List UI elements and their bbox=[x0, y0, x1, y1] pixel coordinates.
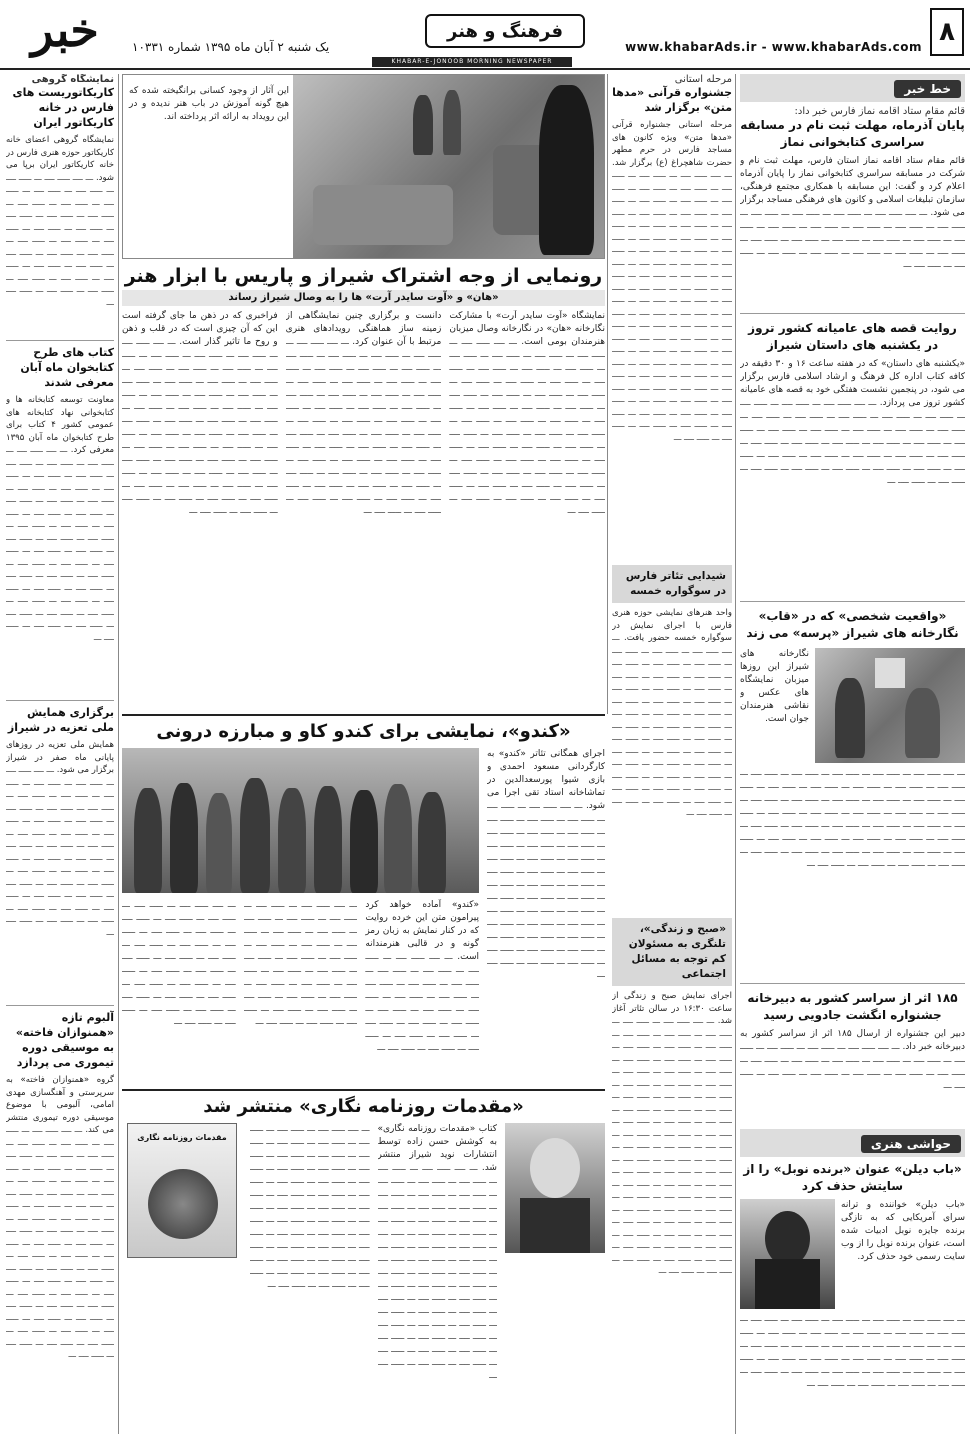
article-title: کاریکاتوریست های فارس در خانه کاریکاتور ایران bbox=[12, 86, 114, 129]
article-column bbox=[487, 748, 605, 1083]
globe-icon bbox=[148, 1169, 218, 1239]
article-text-continuation: ـــ ــــ ـــــ ــــ ـــ ـــــ ــــ ـــ ـــــ ــــ ـــ ـــــ ــــ ـــ ـــــ ــــ ـــ ـــــ ــــ ـــ ـــــ ــــ ـــ ـــــ ــــ ـــ ـــــ ــــ ـــ ـــــ ــــ ـــ ـــــ ــــ ـــ ـــــ ــــ ـــ ـــــ ــــ ـــ ـــــ ــــ ـــ ـــــ ــــ ـــ ـــــ ــــ ـــ ـــــ ــــ ـــ ـــــ ــــ ـــ ـــــ ــــ ـــ ـــــ ــــ ـــ ـــــ ــــ ـــ ـــــ ــــ ـــ ـــــ ــــ ـــ ـــــ ــــ ـــ ـــــ ــــ ـــ ـــــ ــــ ـــ ـــــ ــــ ـــ ـــــ ــــ ـــ ـــــ ــــ ـــ ـــــ ــــ ـــ ـــــ ــــ ـــ ـــــ ــــ ـــ ـــــ ــــ ـــ bbox=[6, 765, 114, 938]
site-url[interactable]: www.khabarAds.ir - www.khabarAds.com bbox=[625, 40, 922, 54]
article-text-continuation: ـــ ــــ ـــــ ــــ ـــ ـــــ ــــ ـــ ـــــ ــــ ـــ ـــــ ــــ ـــ ـــــ ــــ ـــ ـــــ ــــ ـــ ـــــ ــــ ـــ ـــــ ــــ ـــ ـــــ ــــ ـــ ـــــ ــــ ـــ ـــــ ــــ ـــ ـــــ ــــ ـــ ـــــ ــــ ـــ ـــــ ــــ ـــ ـــــ ــــ ـــ ـــــ ــــ ـــ ـــــ ــــ ـــ ـــــ ــــ ـــ ـــــ ــــ ـــ ـــــ ــــ ـــ ـــــ ــــ ـــ ـــــ ــــ ـــ bbox=[740, 208, 965, 270]
art-sidelines-header bbox=[740, 1129, 965, 1157]
header-strip: KHABAR-E-JONOOB MORNING NEWSPAPER bbox=[372, 57, 572, 67]
art-sidelines-label: حواشی هنری bbox=[861, 1135, 961, 1153]
article-text-continuation: ـــ ــــ ـــــ ــــ ـــ ـــــ ــــ ـــ ـــــ ــــ ـــ ـــــ ــــ ـــ ـــــ ــــ ـــ ـــــ ــــ ـــ ـــــ ــــ ـــ ـــــ ــــ ـــ ـــــ ــــ ـــ ـــــ ــــ ـــ ـــــ ــــ ـــ ـــــ ــــ ـــ ـــــ ــــ ـــ ـــــ ــــ ـــ ـــــ ــــ ـــ ـــــ ــــ ـــ ـــــ ــــ ـــ ـــــ ــــ ـــ ـــــ ــــ ـــ ـــــ ــــ ـــ ـــــ ــــ ـــ ـــــ ــــ ـــ ـــــ ــــ ـــ ـــــ ــــ ـــ ـــــ ــــ ـــ ـــــ ــــ ـــ ـــــ ــــ ـــ ـــــ ــــ ـــ ـــــ ــــ ـــ ـــــ ــــ ـــ ـــــ ــــ ـــ ـــــ ــــ ـــ ـــــ ــــ ـــ ـــــ ــــ ـــ ـــــ ــــ ـــ ـــــ ــــ ـــ ـــــ ــــ ـــ ـــــ ــــ ـــ ـــــ ــــ ـــ ـــــ ــــ ـــ ـــــ ــــ ـــ ـــــ ــــ ـــ ـــــ ــــ ـــ ـــــ ــــ ـــ ـــــ ــــ ـــ ـــــ ــــ ـــ bbox=[449, 337, 605, 516]
article-text-continuation: ـــ ــــ ـــــ ــــ ـــ ـــــ ــــ ـــ ـــــ ــــ ـــ ـــــ ــــ ـــ ـــــ ــــ ـــ ـــــ ــــ ـــ ـــــ ــــ ـــ ـــــ ــــ ـــ ـــــ ــــ ـــ ـــــ ــــ ـــ ـــــ ــــ ـــ ـــــ ــــ ـــ ـــــ ــــ ـــ ـــــ ــــ ـــ ـــــ ــــ ـــ ـــــ ــــ ـــ ـــــ ــــ ـــ ـــــ ــــ ـــ ـــــ ــــ ـــ ـــــ ــــ ـــ ـــــ ــــ ـــ ـــــ ــــ ـــ ـــــ ــــ ـــ ـــــ ــــ ـــ ـــــ ــــ ـــ ـــــ ــــ ـــ ـــــ ــــ ـــ ـــــ ــــ ـــ ـــــ ــــ ـــ ـــــ ــــ ـــ ـــــ ــــ ـــ ـــــ ــــ ـــ ـــــ ــــ ـــ ـــــ ــــ ـــ ـــــ ــــ ـــ ـــــ ــــ ـــ ـــــ ــــ ـــ ـــــ ــــ ـــ ـــــ ــــ ـــ ـــــ ــــ ـــ bbox=[612, 633, 732, 818]
article-text: «باب دیلن» خواننده و ترانه سرای آمریکایی که به تازگی برنده جایزه نوبل ادبیات شده است، عنوان برنده نوبل را از وب سایت رسمی خود حذف کرد. bbox=[841, 1200, 965, 1262]
news-line-header bbox=[740, 74, 965, 102]
page-header bbox=[0, 0, 970, 70]
main-content bbox=[122, 74, 605, 1434]
right-column bbox=[740, 74, 965, 1434]
article-body bbox=[740, 358, 965, 593]
article-text-continuation: ـــ ــــ ـــــ ــــ ـــ ـــــ ــــ ـــ ـــــ ــــ ـــ ـــــ ــــ ـــ ـــــ ــــ ـــ ـــــ ــــ ـــ ـــــ ــــ ـــ ـــــ ــــ ـــ ـــــ ــــ ـــ ـــــ ــــ ـــ ـــــ ــــ ـــ ـــــ ــــ ـــ ـــــ ــــ ـــ ـــــ ــــ ـــ ـــــ ــــ ـــ bbox=[740, 1042, 965, 1091]
article-text: همایش ملی تعزیه در روزهای پایانی ماه صفر در شیراز برگزار می شود. bbox=[6, 740, 114, 775]
article-text: واحد هنرهای نمایشی حوزه هنری فارس با اجرای نمایش در سوگواره خمسه حضور یافت. bbox=[612, 608, 732, 643]
gallery-photo bbox=[293, 75, 604, 258]
article-text: نمایشگاه «آوت سایدر آرت» با مشارکت نگارخانه «هان» در نگارخانه وصال میزبان هنرمندان بومی است. bbox=[449, 311, 605, 347]
article-title: آلبوم تازه «همنوازان فاخته» به موسیقی دوره تیموری می پردازد bbox=[6, 1005, 114, 1070]
article-text: نگارخانه های شیراز این روزها میزبان نمایشگاه های عکس و نقاشی هنرمندان جوان است. bbox=[740, 649, 809, 724]
article-text: کتاب «مقدمات روزنامه نگاری» به کوشش حسن زاده توسط انتشارات نوید شیراز منتشر شد. bbox=[377, 1124, 497, 1173]
article-text-continuation: ـــ ــــ ـــــ ــــ ـــ ـــــ ــــ ـــ ـــــ ــــ ـــ ـــــ ــــ ـــ ـــــ ــــ ـــ ـــــ ــــ ـــ ـــــ ــــ ـــ ـــــ ــــ ـــ ـــــ ــــ ـــ ـــــ ــــ ـــ ـــــ ــــ ـــ ـــــ ــــ ـــ ـــــ ــــ ـــ ـــــ ــــ ـــ ـــــ ــــ ـــ ـــــ ــــ ـــ ـــــ ــــ ـــ ـــــ ــــ ـــ ـــــ ــــ ـــ ـــــ ــــ ـــ ـــــ ــــ ـــ ـــــ ــــ ـــ ـــــ ــــ ـــ ـــــ ــــ ـــ ـــــ ــــ ـــ ـــــ ــــ ـــ ـــــ ــــ ـــ ـــــ ــــ ـــ ـــــ ــــ ـــ ـــــ ــــ ـــ ـــــ ــــ ـــ ـــــ ــــ ـــ ـــــ ــــ ـــ ـــــ ــــ ـــ ـــــ ــــ ـــ ـــــ ــــ ـــ ـــــ ــــ ـــ ـــــ ــــ ـــ ـــــ ــــ ـــ ـــــ ــــ ـــ ـــــ ــــ ـــ ـــــ ــــ ـــ ـــــ ــــ ـــ ـــــ ــــ ـــ ـــــ ــــ ـــ ـــــ ــــ ـــ ـــــ ــــ ـــ ـــــ ــــ ـــ bbox=[6, 1125, 114, 1360]
article-column bbox=[122, 310, 278, 660]
article-title: «صبح و زندگی»، تلنگری به مسئولان کم توجه به مسائل اجتماعی bbox=[612, 918, 732, 986]
article-text-continuation: ـــ ــــ ـــــ ــــ ـــ ـــــ ــــ ـــ ـــــ ــــ ـــ ـــــ ــــ ـــ ـــــ ــــ ـــ ـــــ ــــ ـــ ـــــ ــــ ـــ ـــــ ــــ ـــ ـــــ ــــ ـــ ـــــ ــــ ـــ ـــــ ــــ ـــ ـــــ ــــ ـــ ـــــ ــــ ـــ ـــــ ــــ ـــ ـــــ ــــ ـــ ـــــ ــــ ـــ ـــــ ــــ ـــ ـــــ ــــ ـــ ـــــ ــــ ـــ ـــــ ــــ ـــ ـــــ ــــ ـــ ـــــ ــــ ـــ ـــــ ــــ ـــ ـــــ ــــ ـــ ـــــ ــــ ـــ ـــــ ــــ ـــ ـــــ ــــ ـــ ـــــ ــــ ـــ ـــــ ــــ ـــ ـــــ ــــ ـــ ـــــ ــــ ـــ ـــــ ــــ ـــ ـــــ ــــ ـــ ـــــ ــــ ـــ ـــــ ــــ ـــ ـــــ ــــ ـــ ـــــ ــــ ـــ ـــــ ــــ ـــ ـــــ ــــ ـــ ـــــ ــــ ـــ ـــــ ــــ ـــ ـــــ ــــ ـــ ـــــ ــــ ـــ ـــــ ــــ ـــ ـــــ ــــ ـــ ـــــ ــــ ـــ ـــــ ــــ ـــ bbox=[377, 1163, 497, 1381]
section-title: فرهنگ و هنر bbox=[425, 14, 585, 48]
article-text: معاونت توسعه کتابخانه ها و کتابخوانی نهاد کتابخانه های عمومی کشور ۴ کتاب برای طرح کتابخوان ماه آبان ۱۳۹۵ معرفی کرد. bbox=[6, 395, 114, 455]
gallery-photo bbox=[815, 648, 965, 763]
exhibition-photo bbox=[122, 74, 605, 259]
article-text-continuation: ـــ ــــ ـــــ ــــ ـــ ـــــ ــــ ـــ ـــــ ــــ ـــ ـــــ ــــ ـــ ـــــ ــــ ـــ ـــــ ــــ ـــ ـــــ ــــ ـــ ـــــ ــــ ـــ ـــــ ــــ ـــ ـــــ ــــ ـــ ـــــ ــــ ـــ ـــــ ــــ ـــ ـــــ ــــ ـــ ـــــ ــــ ـــ ـــــ ــــ ـــ ـــــ ــــ ـــ ـــــ ــــ ـــ ـــــ ــــ ـــ ـــــ ــــ ـــ ـــــ ــــ ـــ ـــــ ــــ ـــ ـــــ ــــ ـــ ـــــ ــــ ـــ ـــــ ــــ ـــ ـــــ ــــ ـــ ـــــ ــــ ـــ ـــــ ــــ ـــ ـــــ ــــ ـــ ـــــ ــــ ـــ ـــــ ــــ ـــ ـــــ ــــ ـــ ـــــ ــــ ـــ ـــــ ــــ ـــ ـــــ ــــ ـــ ـــــ ــــ ـــ ـــــ ــــ ـــ ـــــ ــــ ـــ ـــــ ــــ ـــ ـــــ ــــ ـــ ـــــ ــــ ـــ ـــــ ــــ ـــ ـــــ ــــ ـــ ـــــ ــــ ـــ ـــــ ــــ ـــ ـــــ ــــ ـــ ـــــ ــــ ـــ ـــــ ــــ ـــ ـــــ ــــ ـــ ـــــ ــــ ـــ ـــــ ــــ ـــ ـــــ ــــ ـــ ـــــ ــــ ـــ ـــــ ــــ ـــ ـــــ ــــ ـــ ـــــ ــــ ـــ ـــــ ــــ ـــ ـــــ ــــ ـــ ـــــ ــــ ـــ ـــــ ــــ ـــ ـــــ ــــ ـــ ـــــ ــــ ـــ bbox=[612, 1016, 732, 1276]
column-divider bbox=[118, 74, 119, 1434]
article-column bbox=[449, 310, 605, 660]
article-title: جشنواره قرآنی «مدها متن» برگزار شد bbox=[612, 86, 732, 114]
article-title: برگزاری همایش ملی تعزیه در شیراز bbox=[6, 700, 114, 735]
article-text-continuation: ـــ ــــ ـــــ ــــ ـــ ـــــ ــــ ـــ ـــــ ــــ ـــ ـــــ ــــ ـــ ـــــ ــــ ـــ ـــــ ــــ ـــ ـــــ ــــ ـــ ـــــ ــــ ـــ ـــــ ــــ ـــ ـــــ ــــ ـــ ـــــ ــــ ـــ ـــــ ــــ ـــ ـــــ ــــ ـــ ـــــ ــــ ـــ ـــــ ــــ ـــ ـــــ ــــ ـــ ـــــ ــــ ـــ ـــــ ــــ ـــ ـــــ ــــ ـــ ـــــ ــــ ـــ ـــــ ــــ ـــ ـــــ ــــ ـــ ـــــ ــــ ـــ ـــــ ــــ ـــ ـــــ ــــ ـــ ـــــ ــــ ـــ ـــــ ــــ ـــ ـــــ ــــ ـــ ـــــ ــــ ـــ ـــــ ــــ ـــ ـــــ ــــ ـــ ـــــ ــــ ـــ ـــــ ــــ ـــ ـــــ ــــ ـــ ـــــ ــــ ـــ ـــــ ــــ ـــ ـــــ ــــ ـــ ـــــ ــــ ـــ ـــــ ــــ ـــ ـــــ ــــ ـــ ـــــ ــــ ـــ ـــــ ــــ ـــ ـــــ ــــ ـــ ـــــ ــــ ـــ ـــــ ــــ ـــ ـــــ ــــ ـــ ـــــ ــــ ـــ bbox=[285, 337, 442, 516]
book-title: مقدمات روزنامه نگاری bbox=[137, 1133, 227, 1142]
page-number: ۸ bbox=[930, 8, 964, 56]
article-columns bbox=[122, 1123, 605, 1434]
article-text: فراخبری که در ذهن ما جای گرفته است این که آن چیزی است که در قلب و ذهن و روح ما تاثیر گذار است. bbox=[122, 311, 278, 347]
article-body bbox=[612, 119, 732, 559]
article-kicker: قائم مقام ستاد اقامه نماز فارس خبر داد: bbox=[794, 106, 965, 117]
photo-caption: این آثار از وجود کسانی برانگیخته شده که هیچ گونه آموزش در باب هنر ندیده و در این رویداد به ارائه اثر پرداخته اند. bbox=[129, 86, 289, 122]
article-title: پایان آذرماه، مهلت ثبت نام در مسابقه سراسری کتابخوانی نماز bbox=[740, 118, 965, 149]
article-body bbox=[740, 155, 965, 305]
article-text: دانست و برگزاری چنین نمایشگاهی از زمینه ساز هماهنگی رویدادهای هنری مرتبط با آن عنوان کرد. bbox=[285, 311, 442, 347]
article-body bbox=[6, 1074, 114, 1434]
article-row bbox=[740, 1199, 965, 1309]
kandoo-media bbox=[122, 748, 479, 1083]
article-column bbox=[378, 1123, 498, 1434]
author-photo bbox=[505, 1123, 605, 1253]
article-text-continuation: ـــ ــــ ـــــ ــــ ـــ ـــــ ــــ ـــ ـــــ ــــ ـــ ـــــ ــــ ـــ ـــــ ــــ ـــ ـــــ ــــ ـــ ـــــ ــــ ـــ ـــــ ــــ ـــ ـــــ ــــ ـــ ـــــ ــــ ـــ ـــــ ــــ ـــ ـــــ ــــ ـــ ـــــ ــــ ـــ ـــــ ــــ ـــ ـــــ ــــ ـــ ـــــ ــــ ـــ ـــــ ــــ ـــ ـــــ ــــ ـــ ـــــ ــــ ـــ ـــــ ــــ ـــ ـــــ ــــ ـــ ـــــ ــــ ـــ ـــــ ــــ ـــ ـــــ ــــ ـــ ـــــ ــــ ـــ ـــــ ــــ ـــ ـــــ ــــ ـــ ـــــ ــــ ـــ ـــــ ــــ ـــ ـــــ ــــ ـــ ـــــ ــــ ـــ bbox=[740, 1314, 965, 1389]
article-column bbox=[365, 899, 479, 1083]
article-body bbox=[6, 394, 114, 694]
article-body bbox=[740, 648, 809, 763]
article-text: اجرای نمایش صبح و زندگی از ساعت ۱۶:۳۰ در سالن تئاتر آغاز شد. bbox=[612, 991, 732, 1026]
newspaper-logo: خبر bbox=[31, 3, 99, 57]
article-body bbox=[6, 739, 114, 999]
bob-dylan-photo bbox=[740, 1199, 835, 1309]
article-text-continuation: ـــ ــــ ـــــ ــــ ـــ ـــــ ــــ ـــ ـــــ ــــ ـــ ـــــ ــــ ـــ ـــــ ــــ ـــ ـــــ ــــ ـــ ـــــ ــــ ـــ ـــــ ــــ ـــ ـــــ ــــ ـــ ـــــ ــــ ـــ ـــــ ــــ ـــ ـــــ ــــ ـــ ـــــ ــــ ـــ ـــــ ــــ ـــ ـــــ ــــ ـــ ـــــ ــــ ـــ ـــــ ــــ ـــ ـــــ ــــ ـــ ـــــ ــــ ـــ ـــــ ــــ ـــ ـــــ ــــ ـــ ـــــ ــــ ـــ ـــــ ــــ ـــ ـــــ ــــ ـــ ـــــ ــــ ـــ ـــــ ــــ ـــ ـــــ ــــ ـــ ـــــ ــــ ـــ ـــــ ــــ ـــ ـــــ ــــ ـــ ـــــ ــــ ـــ ـــــ ــــ ـــ bbox=[740, 398, 965, 486]
article-body bbox=[6, 134, 114, 334]
article-headline: «مقدمات روزنامه نگاری» منتشر شد bbox=[203, 1096, 524, 1117]
article-text: گروه «همنوازان فاخته» به سرپرستی و آهنگسازی مهدی امامی، آلبومی با موضوع موسیقی دوره تیموری منتشر می کند. bbox=[6, 1075, 114, 1135]
article-columns bbox=[122, 748, 605, 1083]
article-body bbox=[612, 990, 732, 1434]
book-cover-image bbox=[127, 1123, 237, 1258]
article-text-continuation: ـــ ــــ ـــــ ــــ ـــ ـــــ ــــ ـــ ـــــ ــــ ـــ ـــــ ــــ ـــ ـــــ ــــ ـــ ـــــ ــــ ـــ ـــــ ــــ ـــ ـــــ ــــ ـــ ـــــ ــــ ـــ ـــــ ــــ ـــ ـــــ ــــ ـــ ـــــ ــــ ـــ ـــــ ــــ ـــ ـــــ ــــ ـــ ـــــ ــــ ـــ ـــــ ــــ ـــ ـــــ ــــ ـــ ـــــ ــــ ـــ ـــــ ــــ ـــ ـــــ ــــ ـــ ـــــ ــــ ـــ ـــــ ــــ ـــ ـــــ ــــ ـــ ـــــ ــــ ـــ ـــــ ــــ ـــ bbox=[122, 900, 236, 1027]
article-text: نمایشگاه گروهی اعضای خانه کاریکاتور حوزه هنری فارس در خانه کاریکاتور ایران برپا می شود. bbox=[6, 135, 114, 183]
article-text: دبیر این جشنواره از ارسال ۱۸۵ اثر از سراسر کشور به دبیرخانه خبر داد. bbox=[740, 1029, 965, 1052]
article-column bbox=[286, 310, 442, 660]
kandoo-article bbox=[122, 714, 605, 1083]
article-text-continuation: ـــ ــــ ـــــ ــــ ـــ ـــــ ــــ ـــ ـــــ ــــ ـــ ـــــ ــــ ـــ ـــــ ــــ ـــ ـــــ ــــ ـــ ـــــ ــــ ـــ ـــــ ــــ ـــ ـــــ ــــ ـــ ـــــ ــــ ـــ ـــــ ــــ ـــ ـــــ ــــ ـــ ـــــ ــــ ـــ ـــــ ــــ ـــ ـــــ ــــ ـــ ـــــ ــــ ـــ ـــــ ــــ ـــ ـــــ ــــ ـــ ـــــ ــــ ـــ ـــــ ــــ ـــ ـــــ ــــ ـــ ـــــ ــــ ـــ ـــــ ــــ ـــ ـــــ ــــ ـــ ـــــ ــــ ـــ ـــــ ــــ ـــ bbox=[243, 900, 358, 1027]
cast-photo bbox=[122, 748, 479, 893]
article-columns bbox=[122, 310, 605, 660]
article-headline: رونمایی از وجه اشتراک شیراز و پاریس با ابزار هنر bbox=[124, 265, 603, 287]
article-text-continuation: ـــ ــــ ـــــ ــــ ـــ ـــــ ــــ ـــ ـــــ ــــ ـــ ـــــ ــــ ـــ ـــــ ــــ ـــ ـــــ ــــ ـــ ـــــ ــــ ـــ ـــــ ــــ ـــ ـــــ ــــ ـــ ـــــ ــــ ـــ ـــــ ــــ ـــ ـــــ ــــ ـــ ـــــ ــــ ـــ ـــــ ــــ ـــ ـــــ ــــ ـــ ـــــ ــــ ـــ ـــــ ــــ ـــ ـــــ ــــ ـــ ـــــ ــــ ـــ ـــــ ــــ ـــ ـــــ ــــ ـــ ـــــ ــــ ـــ ـــــ ــــ ـــ ـــــ ــــ ـــ ـــــ ــــ ـــ ـــــ ــــ ـــ ـــــ ــــ ـــ ـــــ ــــ ـــ ـــــ ــــ ـــ ـــــ ــــ ـــ ـــــ ــــ ـــ ـــــ ــــ ـــ ـــــ ــــ ـــ ـــــ ــــ ـــ ـــــ ــــ ـــ ـــــ ــــ ـــ ـــــ ــــ ـــ ـــــ ــــ ـــ ـــــ ــــ ـــ bbox=[6, 445, 114, 643]
column-divider bbox=[607, 74, 608, 714]
book-cover bbox=[122, 1123, 242, 1434]
article-text-continuation: ـــ ــــ ـــــ ــــ ـــ ـــــ ــــ ـــ ـــــ ــــ ـــ ـــــ ــــ ـــ ـــــ ــــ ـــ ـــــ ــــ ـــ ـــــ ــــ ـــ ـــــ ــــ ـــ ـــــ ــــ ـــ ـــــ ــــ ـــ ـــــ ــــ ـــ ـــــ ــــ ـــ ـــــ ــــ ـــ ـــــ ــــ ـــ ـــــ ــــ ـــ ـــــ ــــ ـــ ـــــ ــــ ـــ ـــــ ــــ ـــ ـــــ ــــ ـــ ـــــ ــــ ـــ ـــــ ــــ ـــ ـــــ ــــ ـــ ـــــ ــــ ـــ ـــــ ــــ ـــ ـــــ ــــ ـــ ـــــ ــــ ـــ ـــــ ــــ ـــ ـــــ ــــ ـــ ـــــ ــــ ـــ ـــــ ــــ ـــ ـــــ ــــ ـــ ـــــ ــــ ـــ ـــــ ــــ ـــ ـــــ ــــ ـــ ـــــ ــــ ـــ ـــــ ــــ ـــ ـــــ ــــ ـــ ـــــ ــــ ـــ ـــــ ــــ ـــ ـــــ ــــ ـــ ـــــ ــــ ـــ ـــــ ــــ ـــ ـــــ ــــ ـــ ـــــ ــــ ـــ ـــــ ــــ ـــ ـــــ ــــ ـــ ـــــ ــــ ـــ bbox=[122, 337, 278, 516]
article-title: ۱۸۵ اثر از سراسر کشور به دبیرخانه جشنواره انگشت جادویی رسید bbox=[740, 983, 965, 1024]
article-kicker: نمایشگاه گروهی bbox=[31, 74, 114, 85]
article-text: «کندو» آماده خواهد کرد پیرامون متن این خرده روایت که در کنار نمایش به زبان رمز گونه و در قالبی هنرمندانه است. bbox=[365, 900, 479, 962]
issue-date: یک شنبه ۲ آبان ماه ۱۳۹۵ شماره ۱۰۳۳۱ bbox=[132, 40, 330, 54]
article-text-continuation: ـــ ــــ ـــــ ــــ ـــ ـــــ ــــ ـــ ـــــ ــــ ـــ ـــــ ــــ ـــ ـــــ ــــ ـــ ـــــ ــــ ـــ ـــــ ــــ ـــ ـــــ ــــ ـــ ـــــ ــــ ـــ ـــــ ــــ ـــ ـــــ ــــ ـــ ـــــ ــــ ـــ ـــــ ــــ ـــ ـــــ ــــ ـــ ـــــ ــــ ـــ ـــــ ــــ ـــ ـــــ ــــ ـــ ـــــ ــــ ـــ ـــــ ــــ ـــ ـــــ ــــ ـــ ـــــ ــــ ـــ ـــــ ــــ ـــ ـــــ ــــ ـــ ـــــ ــــ ـــ ـــــ ــــ ـــ ـــــ ــــ ـــ ـــــ ــــ ـــ ـــــ ــــ ـــ ـــــ ــــ ـــ ـــــ ــــ ـــ ـــــ ــــ ـــ ـــــ ــــ ـــ ـــــ ــــ ـــ ـــــ ــــ ـــ ـــــ ــــ ـــ ـــــ ــــ ـــ ـــــ ــــ ـــ ـــــ ــــ ـــ ـــــ ــــ ـــ ـــــ ــــ ـــ ـــــ ــــ ـــ ـــــ ــــ ـــ ـــــ ــــ ـــ ـــــ ــــ ـــ ـــــ ــــ ـــ ـــــ ــــ ـــ ـــــ ــــ ـــ ـــــ ــــ ـــ ـــــ ــــ ـــ ـــــ ــــ ـــ ـــــ ــــ ـــ ـــــ ــــ ـــ ـــــ ــــ ـــ ـــــ ــــ ـــ ـــــ ــــ ـــ ـــــ ــــ ـــ ـــــ ــــ ـــ ـــــ ــــ ـــ ـــــ ــــ ـــ ـــــ ــــ ـــ ـــــ ــــ ـــ ـــــ ــــ ـــ ـــــ ــــ ـــ ـــــ ــــ ـــ bbox=[612, 170, 732, 443]
article-text: مرحله استانی جشنواره قرآنی «مدها متن» ویژه کانون های مساجد فارس در حرم مطهر حضرت شاهچراغ (ع) برگزار شد. bbox=[612, 120, 732, 168]
article-text-continuation: ـــ ــــ ـــــ ــــ ـــ ـــــ ــــ ـــ ـــــ ــــ ـــ ـــــ ــــ ـــ ـــــ ــــ ـــ ـــــ ــــ ـــ ـــــ ــــ ـــ ـــــ ــــ ـــ ـــــ ــــ ـــ ـــــ ــــ ـــ ـــــ ــــ ـــ ـــــ ــــ ـــ ـــــ ــــ ـــ ـــــ ــــ ـــ ـــــ ــــ ـــ ـــــ ــــ ـــ ـــــ ــــ ـــ ـــــ ــــ ـــ ـــــ ــــ ـــ ـــــ ــــ ـــ ـــــ ــــ ـــ ـــــ ــــ ـــ ـــــ ــــ ـــ ـــــ ــــ ـــ ـــــ ــــ ـــ ـــــ ــــ ـــ ـــــ ــــ ـــ ـــــ ــــ ـــ ـــــ ــــ ـــ ـــــ ــــ ـــ ـــــ ــــ ـــ ـــــ ــــ ـــ ـــــ ــــ ـــ ـــــ ــــ ـــ ـــــ ــــ ـــ ـــــ ــــ ـــ ـــــ ــــ ـــ ـــــ ــــ ـــ bbox=[487, 801, 605, 980]
second-column bbox=[612, 74, 732, 1434]
left-column bbox=[6, 74, 114, 1434]
article-text-continuation: ـــ ــــ ـــــ ــــ ـــ ـــــ ــــ ـــ ـــــ ــــ ـــ ـــــ ــــ ـــ ـــــ ــــ ـــ ـــــ ــــ ـــ ـــــ ــــ ـــ ـــــ ــــ ـــ ـــــ ــــ ـــ ـــــ ــــ ـــ ـــــ ــــ ـــ ـــــ ــــ ـــ ـــــ ــــ ـــ ـــــ ــــ ـــ ـــــ ــــ ـــ ـــــ ــــ ـــ ـــــ ــــ ـــ ـــــ ــــ ـــ ـــــ ــــ ـــ ـــــ ــــ ـــ ـــــ ــــ ـــ ـــــ ــــ ـــ ـــــ ــــ ـــ ـــــ ــــ ـــ ـــــ ــــ ـــ ـــــ ــــ ـــ ـــــ ــــ ـــ ـــــ ــــ ـــ ـــــ ــــ ـــ ـــــ ــــ ـــ ـــــ ــــ ـــ ـــــ ــــ ـــ ـــــ ــــ ـــ ـــــ ــــ ـــ ـــــ ــــ ـــ ـــــ ــــ ـــ ـــــ ــــ ـــ ـــــ ــــ ـــ bbox=[250, 1124, 370, 1290]
article-row bbox=[740, 648, 965, 763]
article-title: شیدایی تئاتر فارس در سوگواره خمسه bbox=[612, 565, 732, 603]
column-divider bbox=[735, 74, 736, 1434]
article-text-continuation: ـــ ــــ ـــــ ــــ ـــ ـــــ ــــ ـــ ـــــ ــــ ـــ ـــــ ــــ ـــ ـــــ ــــ ـــ ـــــ ــــ ـــ ـــــ ــــ ـــ ـــــ ــــ ـــ ـــــ ــــ ـــ ـــــ ــــ ـــ ـــــ ــــ ـــ ـــــ ــــ ـــ ـــــ ــــ ـــ ـــــ ــــ ـــ ـــــ ــــ ـــ ـــــ ــــ ـــ ـــــ ــــ ـــ ـــــ ــــ ـــ ـــــ ــــ ـــ ـــــ ــــ ـــ ـــــ ــــ ـــ ـــــ ــــ ـــ ـــــ ــــ ـــ ـــــ ــــ ـــ ـــــ ــــ ـــ ـــــ ــــ ـــ ـــــ ــــ ـــ ـــــ ــــ ـــ ـــــ ــــ ـــ ـــــ ــــ ـــ ـــــ ــــ ـــ ـــــ ــــ ـــ ـــــ ــــ ـــ ـــــ ــــ ـــ ـــــ ــــ ـــ ـــــ ــــ ـــ ـــــ ــــ ـــ ـــــ ــــ ـــ ـــــ ــــ ـــ ـــــ ــــ ـــ ـــــ ــــ ـــ ـــــ ــــ ـــ bbox=[740, 768, 965, 869]
news-line-label: خط خبر bbox=[894, 80, 961, 98]
journalism-book-article bbox=[122, 1089, 605, 1434]
article-title: «باب دیلن» عنوان «برنده نوبل» را از سایتش حذف کرد bbox=[743, 1162, 962, 1193]
article-kicker: مرحله استانی bbox=[674, 74, 732, 85]
article-text: اجرای همگانی تئاتر «کندو» به کارگردانی مسعود احمدی و بازی شیوا پورسعدالدین در تماشاخانه استاد تقی اجرا می شود. bbox=[487, 749, 605, 811]
article-title: روایت قصه های عامیانه کشور تروز در یکشنبه های داستان شیراز bbox=[740, 313, 965, 354]
article-text-continuation: ـــ ــــ ـــــ ــــ ـــ ـــــ ــــ ـــ ـــــ ــــ ـــ ـــــ ــــ ـــ ـــــ ــــ ـــ ـــــ ــــ ـــ ـــــ ــــ ـــ ـــــ ــــ ـــ ـــــ ــــ ـــ ـــــ ــــ ـــ ـــــ ــــ ـــ ـــــ ــــ ـــ ـــــ ــــ ـــ ـــــ ــــ ـــ ـــــ ــــ ـــ ـــــ ــــ ـــ ـــــ ــــ ـــ ـــــ ــــ ـــ ـــــ ــــ ـــ ـــــ ــــ ـــ bbox=[365, 952, 479, 1053]
article-title: «واقعیت شخصی» که در «قاب» نگارخانه های شیراز «پرسه» می زند bbox=[740, 601, 965, 642]
article-body bbox=[612, 607, 732, 912]
article-headline: «کندو»، نمایشی برای کندو کاو و مبارزه درونی bbox=[156, 721, 571, 742]
article-text: قائم مقام ستاد اقامه نماز استان فارس، مهلت ثبت نام و شرکت در مسابقه سراسری کتابخوانی نماز را پایان آذرماه اعلام کرد و گفت: این مسابقه با همکاری مجتمع فرهنگی، سازمان تبلیغات اسلامی و کانون های فرهنگی مساجد برگزار می شود. bbox=[740, 156, 965, 218]
article-text-continuation: ـــ ــــ ـــــ ــــ ـــ ـــــ ــــ ـــ ـــــ ــــ ـــ ـــــ ــــ ـــ ـــــ ــــ ـــ ـــــ ــــ ـــ ـــــ ــــ ـــ ـــــ ــــ ـــ ـــــ ــــ ـــ ـــــ ــــ ـــ ـــــ ــــ ـــ ـــــ ــــ ـــ ـــــ ــــ ـــ ـــــ ــــ ـــ ـــــ ــــ ـــ ـــــ ــــ ـــ ـــــ ــــ ـــ ـــــ ــــ ـــ ـــــ ــــ ـــ ـــــ ــــ ـــ ـــــ ــــ ـــ ـــــ ــــ ـــ ـــــ ــــ ـــ ـــــ ــــ ـــ ـــــ ــــ ـــ ـــــ ــــ ـــ bbox=[6, 172, 114, 308]
article-subtitle: «هان» و «آوت سایدر آرت» ها را به وصال شیراز رساند bbox=[122, 290, 605, 306]
article-body bbox=[841, 1199, 965, 1309]
article-title: کتاب های طرح کتابخوان ماه آبان معرفی شدند bbox=[6, 340, 114, 390]
article-text: «یکشنبه های داستان» که در هفته ساعت ۱۶ و ۳۰ دقیقه در کافه کتاب اداره کل فرهنگ و ارشاد اسلامی فارس برگزار می شود، در پنجمین نشست هفتگی خود به قصه های عامیانه کشور تروز می پردازد. bbox=[740, 359, 965, 408]
article-body bbox=[740, 1028, 965, 1123]
article-columns bbox=[122, 899, 479, 1083]
